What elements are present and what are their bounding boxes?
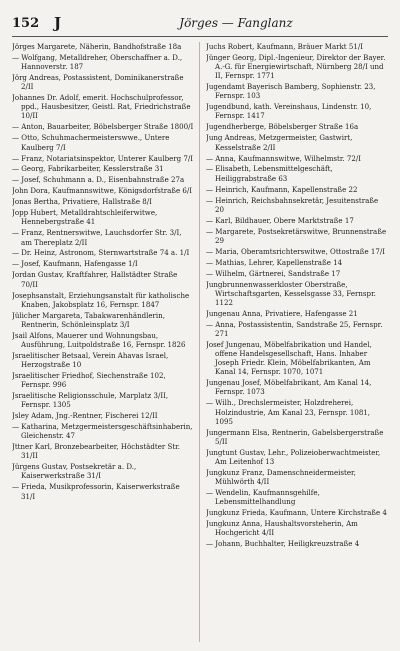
directory-entry: John Dora, Kaufmannswitwe, Königsdorfstraße 6/I — [12, 186, 193, 196]
directory-entry: — Wendelin, Kaufmannsgehilfe, Lebensmittelhandlung — [206, 488, 320, 507]
directory-entry: Jungenau Josef, Möbelfabrikant, Am Kanal 14, Fernspr. 1073 — [206, 378, 372, 397]
directory-entry: — Wolfgang, Metalldreher, Oberschaffner a. D., Hannoverstr. 187 — [12, 52, 183, 72]
directory-entry: — Johann, Buchhalter, Heiligkreuzstraße 4 — [206, 539, 360, 549]
directory-entry: Jugendamt Bayerisch Bamberg, Sophienstr. 23, Fernspr. 103 — [206, 82, 376, 101]
directory-entry: — Dr. Heinz, Astronom, Sternwartstraße 74 a. 1/I — [12, 248, 190, 258]
directory-entry: — Maria, Oberamtsrichterswitwe, Ottostraße 17/I — [206, 246, 386, 256]
page-number: 152 — [12, 15, 40, 31]
directory-entry: Jünger Georg, Dipl.-Ingenieur, Direktor der Bayer. A.-G. für Energiewirtschaft, Nürnberg 28/I und II, Fernspr. 1771 — [206, 52, 386, 81]
directory-entry: Jungkunz Frieda, Kaufmann, Untere Kirchstraße 4 — [206, 508, 387, 518]
directory-entry: Jörg Andreas, Postassistent, Dominikanerstraße 2/II — [12, 73, 184, 92]
directory-entry: Jsail Alfons, Mauerer und Wohnungsbau, Ausführung, Luitpoldstraße 16, Fernspr. 1826 — [12, 330, 186, 349]
directory-entry: Jugendbund, kath. Vereinshaus, Lindenstr. 10, Fernspr. 1417 — [206, 102, 372, 121]
directory-entry: Josef Jungenau, Möbelfabrikation und Handel, offene Handelsgesellschaft, Hans. Inhaber Joseph Friedr. Klein, Möbelfabrikanten, Am Kanal 14, Fernspr. 1070, 1071 — [206, 339, 372, 377]
directory-entry: Jttner Karl, Bronzebearbeiter, Höchstädter Str. 31/II — [12, 442, 180, 461]
directory-entry: Josephsanstalt, Erziehungsanstalt für katholische Knaben, Jakobsplatz 16, Fernspr. 1847 — [12, 290, 190, 309]
section-letter: J — [54, 14, 62, 32]
directory-entry: — Anton, Bauarbeiter, Böbelsberger Straße 1800/I — [12, 122, 194, 132]
directory-entry: Jsraelitischer Friedhof, Siechenstraße 102, Fernspr. 996 — [12, 370, 166, 390]
left-column — [12, 42, 194, 642]
directory-entry: — Anna, Kaufmannswitwe, Wilhelmstr. 72/I — [206, 153, 362, 163]
directory-entry: Jungkunz Anna, Haushaltsvorsteherin, Am Hochgericht 4/II — [206, 519, 358, 538]
directory-entry: — Otto, Schuhmachermeisterswwe., Untere Kaulberg 7/I — [12, 133, 170, 152]
directory-entry: — Josef, Kaufmann, Hafengasse 1/I — [12, 259, 138, 269]
directory-entry: Jungkunz Franz, Damenschneidermeister, Mühlwörth 4/II — [206, 467, 356, 487]
directory-entry: — Georg, Fabrikarbeiter, Kesslerstraße 31 — [12, 164, 164, 174]
directory-entry: — Franz, Rentnerswitwe, Lauchsdorfer Str. 3/I, am Thereplatz 2/II — [12, 228, 182, 247]
directory-entry: — Franz, Notariatsinspektor, Unterer Kaulberg 7/I — [12, 153, 194, 163]
directory-entry: Jsraelitische Religionsschule, Marplatz 3/II, Fernspr. 1305 — [12, 391, 169, 410]
directory-entry: Jordan Gustav, Kraftfahrer, Hallstädter Straße 70/II — [12, 270, 178, 289]
directory-entry: — Mathias, Lehrer, Kapellenstraße 14 — [206, 257, 343, 267]
directory-entry: — Heinrich, Kaufmann, Kapellenstraße 22 — [206, 184, 358, 194]
running-head: Jörges — Fanglanz — [179, 16, 293, 30]
header-rule — [12, 36, 388, 37]
directory-entry: — Wilh., Drechslermeister, Holzdreherei, Holzindustrie, Am Kanal 23, Fernspr. 1081, 1095 — [206, 398, 371, 426]
directory-entry: Juchs Robert, Kaufmann, Bräuer Markt 51/I — [206, 42, 363, 51]
directory-entry: Jung Andreas, Metzgermeister, Gastwirt, Kesselstraße 2/II — [206, 133, 353, 152]
directory-entry: Jürgens Gustav, Postsekretär a. D., Kaiserwerkstraße 31/I — [12, 462, 137, 481]
column-divider — [199, 42, 200, 642]
directory-entry: Jonas Bertha, Privatiere, Hallstraße 8/I — [12, 197, 152, 207]
directory-entry: Jopp Hubert, Metalldrahtschleiferwitwe, Hennebergstraße 41 — [12, 208, 158, 227]
directory-entry: Jungbrunnenwasserkloster Oberstraße, Wirtschaftsgarten, Kesselsgasse 33, Fernspr. 1122 — [206, 279, 376, 307]
directory-entry: — Wilhelm, Gärtnerei, Sandstraße 17 — [206, 268, 341, 278]
directory-entry: — Frieda, Musikprofessorin, Kaiserwerkstraße 31/I — [12, 482, 180, 501]
directory-entry: — Josef, Schuhmann a. D., Eisenbahnstraße 27a — [12, 175, 185, 185]
directory-entry: Jungenau Anna, Privatiere, Hafengasse 21 — [206, 308, 358, 318]
directory-entry: Jörges Margarete, Näherin, Bandhofstraße 18a — [12, 42, 182, 51]
directory-entry: Jungermann Elsa, Rentnerin, Gabelsbergerstraße 5/II — [206, 427, 384, 446]
directory-entry: Jsraelitischer Betsaal, Verein Ahavas Israel, Herzogstraße 10 — [12, 350, 169, 369]
directory-entry: Jsley Adam, Jng.-Rentner, Fischerei 12/II — [12, 411, 158, 421]
directory-entry: Jugendherberge, Böbelsberger Straße 16a — [206, 122, 359, 132]
right-column — [206, 42, 388, 642]
directory-entry: — Margarete, Postsekretärswitwe, Brunnenstraße 29 — [206, 226, 387, 245]
directory-entry: — Katharina, Metzgermeistersgeschäftsinhaberin, Gleichenstr. 47 — [12, 422, 193, 441]
directory-entry: — Karl, Bildhauer, Obere Marktstraße 17 — [206, 215, 354, 225]
directory-entry: — Heinrich, Reichsbahnsekretär, Jesuitenstraße 20 — [206, 195, 379, 214]
directory-entry: Johannes Dr. Adolf, emerit. Hochschulprofessor, ppd., Hausbesitzer, Geistl. Rat, Friedrichstraße 10/II — [12, 93, 191, 121]
page-header — [12, 12, 388, 34]
directory-entry: — Anna, Postassistentin, Sandstraße 25, Fernspr. 271 — [206, 319, 383, 338]
directory-entry: Jungtunt Gustav, Lehr., Polizeioberwachtmeister, Am Leitenhof 13 — [206, 447, 381, 466]
directory-entry: — Elisabeth, Lebensmittelgeschäft, Heiliggrabstraße 63 — [206, 164, 333, 183]
directory-entry: Jülicher Margareta, Tabakwarenhändlerin, Rentnerin, Schönleinsplatz 3/I — [12, 310, 165, 329]
